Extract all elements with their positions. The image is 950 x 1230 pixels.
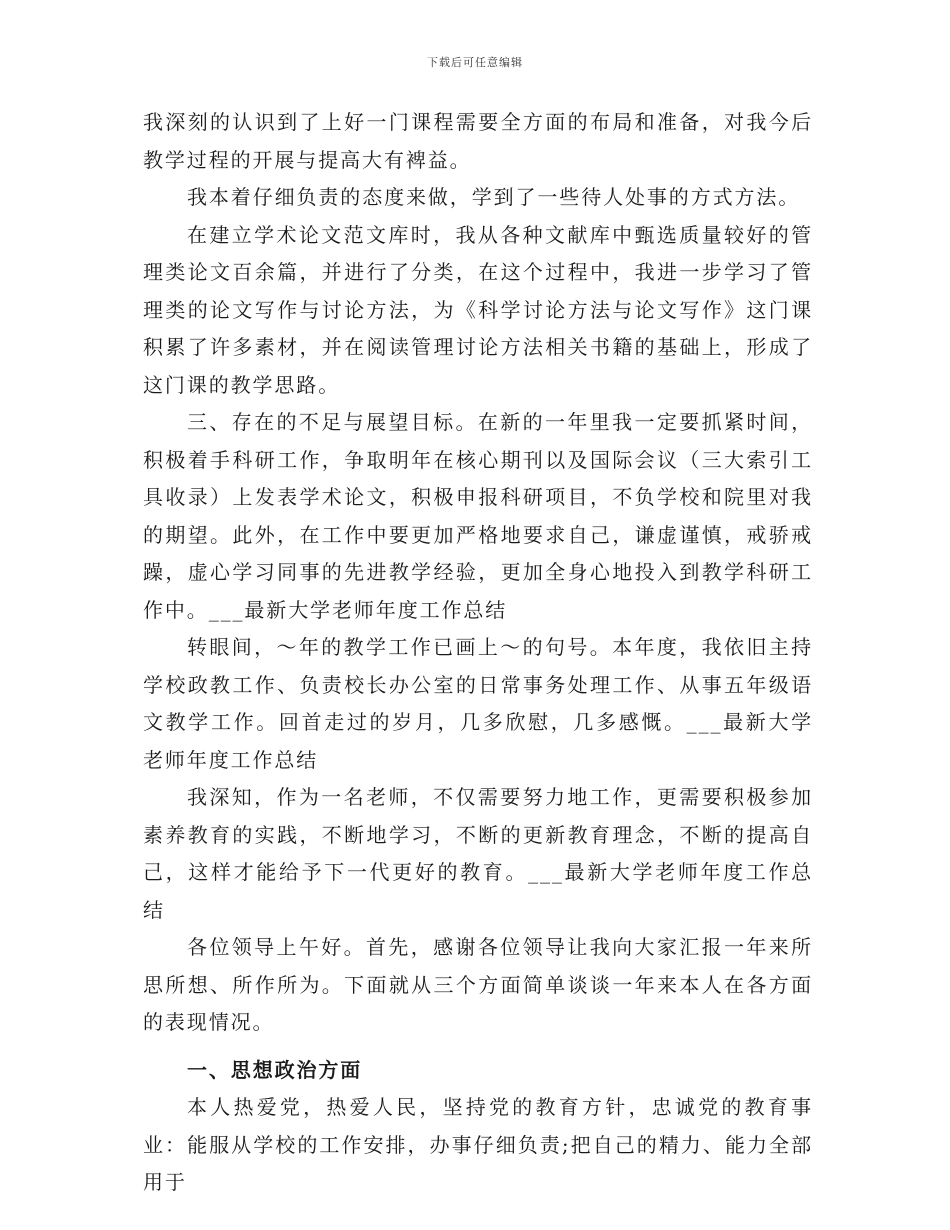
section-heading: 一、思想政治方面 [187,1057,363,1082]
paragraph: 在建立学术论文范文库时，我从各种文献库中甄选质量较好的管理类论文百余篇，并进行了分类，在这个过程中，我进一步学习了管理类的论文写作与讨论方法，为《科学讨论方法与论文写作》这门课积累了许多素材，并在阅读管理讨论方法相关书籍的基础上，形成了这门课的教学思路。 [143,222,813,397]
document-body [143,104,813,1202]
paragraph: 各位领导上午好。首先，感谢各位领导让我向大家汇报一年来所思所想、所作所为。下面就从三个方面简单谈谈一年来本人在各方面的表现情况。 [143,935,813,1034]
paragraph: 转眼间，～年的教学工作已画上～的句号。本年度，我依旧主持学校政教工作、负责校长办公室的日常事务处理工作、从事五年级语文教学工作。回首走过的岁月，几多欣慰，几多感慨。___最新大学老师年度工作总结 [143,635,813,772]
page-header: 下载后可任意编辑 [427,56,523,69]
paragraph: 三、存在的不足与展望目标。在新的一年里我一定要抓紧时间，积极着手科研工作，争取明年在核心期刊以及国际会议（三大索引工具收录）上发表学术论文，积极申报科研项目，不负学校和院里对我的期望。此外，在工作中要更加严格地要求自己，谦虚谨慎，戒骄戒躁，虚心学习同事的先进教学经验，更加全身心地投入到教学科研工作中。___最新大学老师年度工作总结 [143,410,813,622]
paragraph: 我深刻的认识到了上好一门课程需要全方面的布局和准备，对我今后教学过程的开展与提高大有裨益。 [143,110,813,172]
paragraph: 我本着仔细负责的态度来做，学到了一些待人处事的方式方法。 [187,185,801,209]
paragraph: 我深知，作为一名老师，不仅需要努力地工作，更需要积极参加素养教育的实践，不断地学习，不断的更新教育理念，不断的提高自己，这样才能给予下一代更好的教育。___最新大学老师年度工作总结 [143,785,813,922]
paragraph: 本人热爱党，热爱人民，坚持党的教育方针，忠诚党的教育事业：能服从学校的工作安排，办事仔细负责;把自己的精力、能力全部用于 [143,1095,813,1194]
